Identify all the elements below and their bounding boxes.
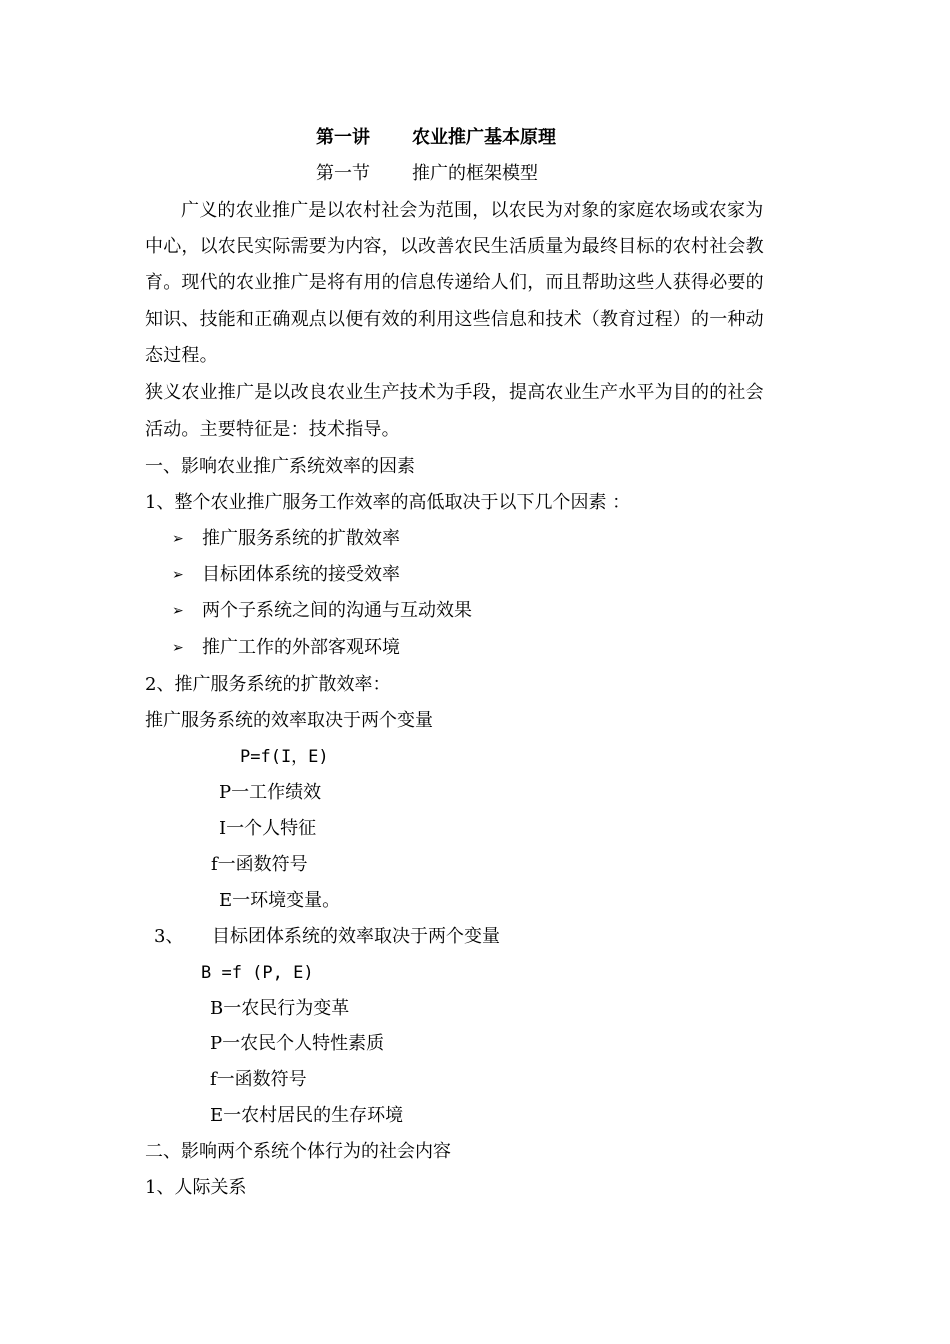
part2-heading: 二、影响两个系统个体行为的社会内容	[145, 1141, 451, 1162]
paragraph1-line: 知识、技能和正确观点以便有效的利用这些信息和技术（教育过程）的一种动	[145, 309, 764, 330]
formula2-definition: P一农民个人特性素质	[210, 1033, 385, 1054]
formula2-definition: f一函数符号	[210, 1069, 307, 1090]
item3-text: 目标团体系统的效率取决于两个变量	[212, 926, 500, 947]
lecture-title: 农业推广基本原理	[412, 127, 556, 148]
formula1-definition: E一环境变量。	[219, 890, 341, 911]
bullet-arrow-icon: ➢	[172, 567, 184, 583]
bullet-arrow-icon: ➢	[172, 531, 184, 547]
formula2-definition: B一农民行为变革	[210, 998, 350, 1019]
formula1-definition: I一个人特征	[219, 818, 317, 839]
paragraph1-line: 中心，以农民实际需要为内容，以改善农民生活质量为最终目标的农村社会教	[145, 236, 764, 257]
bullet-item: 目标团体系统的接受效率	[202, 564, 400, 585]
bullet-item: 推广工作的外部客观环境	[202, 637, 400, 658]
paragraph2-line: 活动。主要特征是：技术指导。	[145, 419, 400, 440]
paragraph1-line: 态过程。	[145, 345, 218, 366]
item1-heading: 1、整个农业推广服务工作效率的高低取决于以下几个因素 ：	[145, 492, 631, 513]
bullet-item: 推广服务系统的扩散效率	[202, 528, 400, 549]
part2-item1: 1、人际关系	[145, 1177, 247, 1198]
part1-heading: 一、影响农业推广系统效率的因素	[145, 456, 415, 477]
formula2-definition: E一农村居民的生存环境	[210, 1105, 404, 1126]
item2-text: 推广服务系统的效率取决于两个变量	[145, 710, 433, 731]
section-number: 第一节	[316, 163, 370, 184]
bullet-arrow-icon: ➢	[172, 603, 184, 619]
paragraph1-line: 广义的农业推广是以农村社会为范围，以农民为对象的家庭农场或农家为	[181, 200, 764, 221]
paragraph2-line: 狭义农业推广是以改良农业生产技术为手段，提高农业生产水平为目的的社会	[145, 382, 764, 403]
formula1-definition: f一函数符号	[211, 854, 308, 875]
formula2-equation: B =f (P, E)	[201, 963, 314, 983]
section-title: 推广的框架模型	[412, 163, 538, 184]
formula1-definition: P一工作绩效	[219, 782, 322, 803]
item3-number: 3、	[154, 926, 184, 947]
item2-heading: 2、推广服务系统的扩散效率：	[145, 674, 391, 695]
bullet-arrow-icon: ➢	[172, 640, 184, 656]
lecture-number: 第一讲	[316, 127, 370, 148]
bullet-item: 两个子系统之间的沟通与互动效果	[202, 600, 472, 621]
paragraph1-line: 育。现代的农业推广是将有用的信息传递给人们，而且帮助这些人获得必要的	[145, 272, 764, 293]
formula1-equation: P=f(I，E)	[240, 747, 329, 767]
